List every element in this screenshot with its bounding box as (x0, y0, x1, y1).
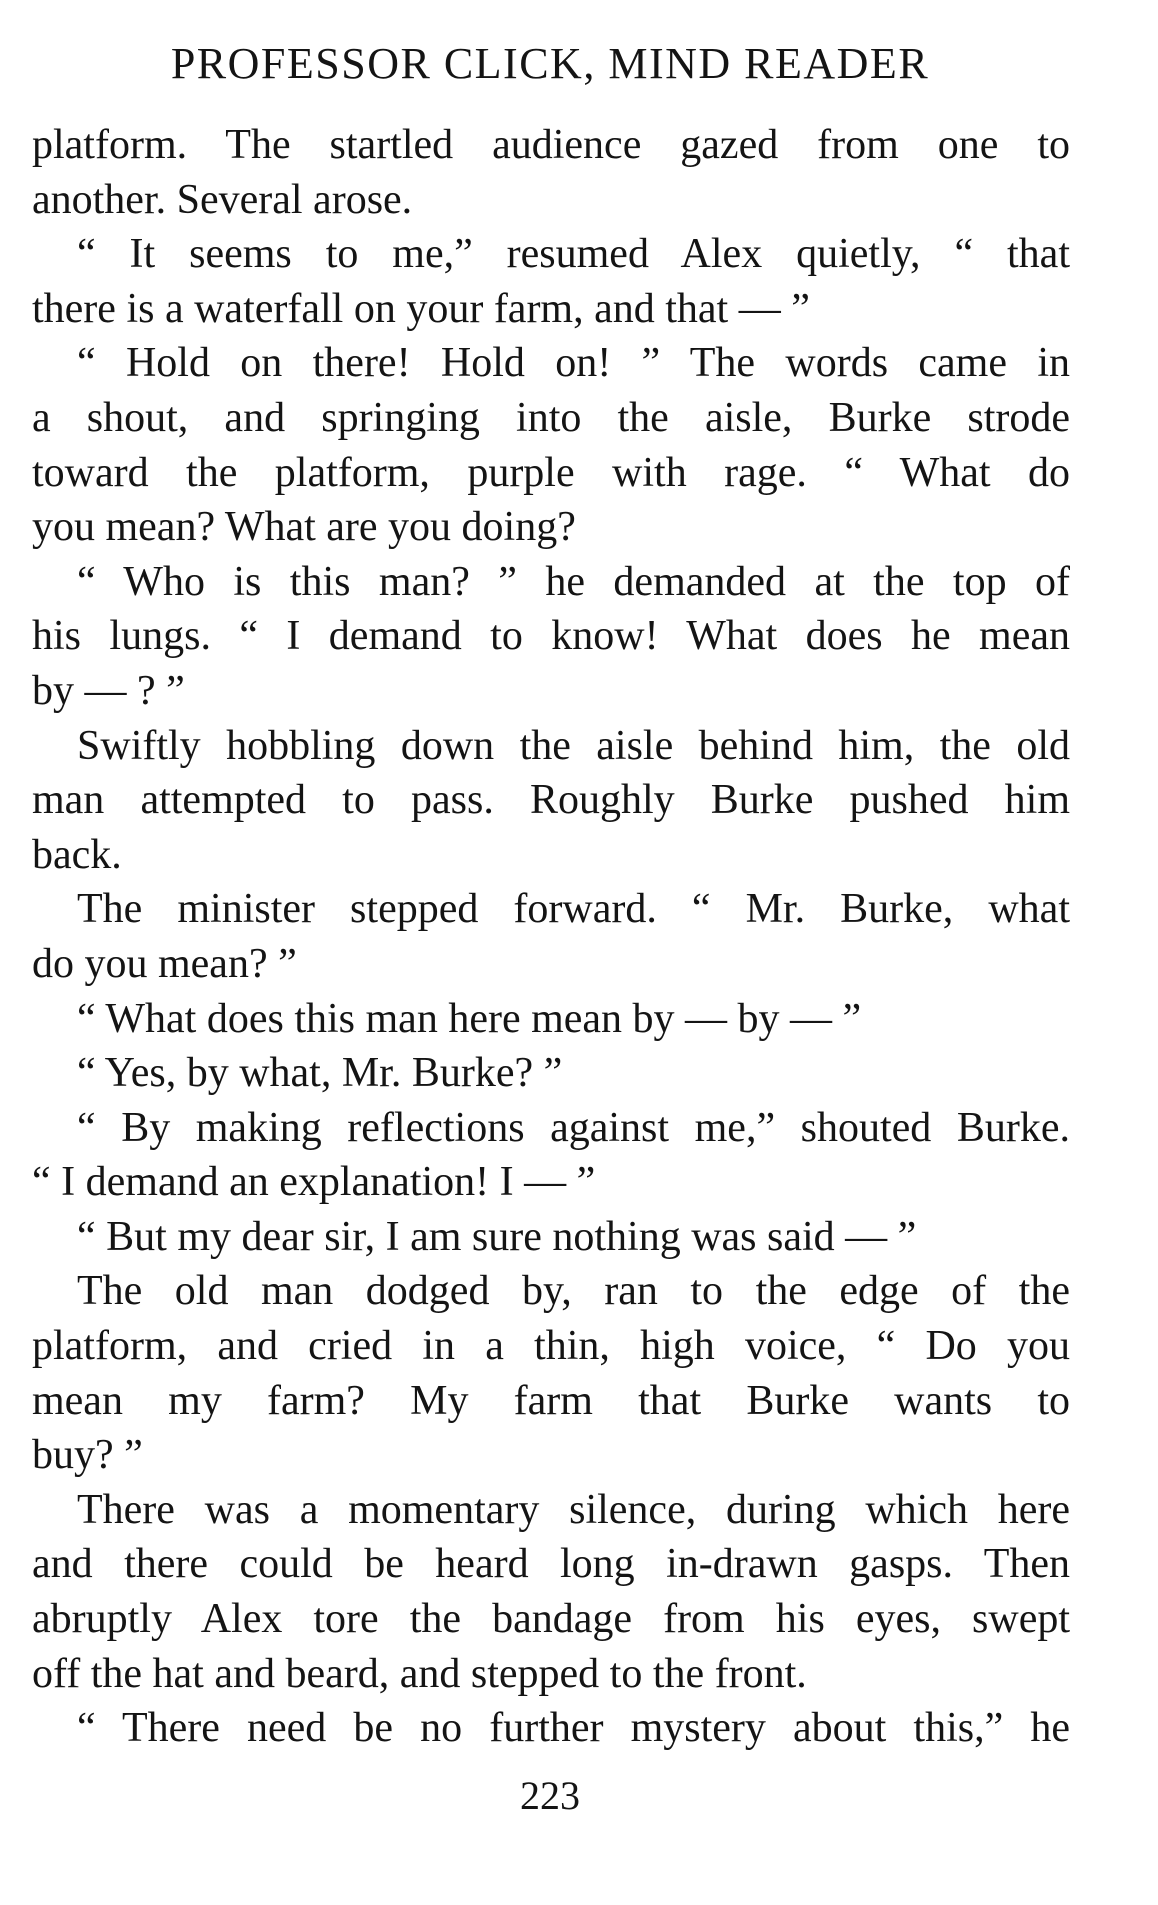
text-line: do you mean? ” (32, 940, 297, 987)
text-line: back. (32, 831, 122, 878)
text-line: The old man dodged by, ran to the edge of the (77, 1268, 1070, 1315)
text-line: abruptly Alex tore the bandage from his eyes, swept (32, 1596, 1070, 1643)
text-line: mean my farm? My farm that Burke wants to (32, 1377, 1070, 1424)
text-line: and there could be heard long in-drawn gasps. Then (32, 1541, 1070, 1588)
text-line: “ There need be no further mystery about this,” he (77, 1705, 1070, 1752)
text-line: “ By making reflections against me,” shouted Burke. (77, 1104, 1070, 1151)
text-line: by — ? ” (32, 667, 185, 714)
text-line: “ Who is this man? ” he demanded at the top of (77, 558, 1070, 605)
text-line: “ Yes, by what, Mr. Burke? ” (77, 1050, 563, 1097)
text-line: The minister stepped forward. “ Mr. Burke, what (77, 886, 1070, 933)
running-head: PROFESSOR CLICK, MIND READER (170, 39, 930, 88)
text-line: man attempted to pass. Roughly Burke pushed him (32, 777, 1070, 824)
text-line: you mean? What are you doing? (32, 504, 576, 551)
text-line: “ What does this man here mean by — by — ” (77, 995, 862, 1042)
text-line: Swiftly hobbling down the aisle behind him, the old (77, 722, 1070, 769)
text-line: off the hat and beard, and stepped to the front. (32, 1650, 807, 1697)
text-line: platform. The startled audience gazed from one to (32, 122, 1070, 168)
text-line: his lungs. “ I demand to know! What does he mean (32, 613, 1070, 660)
text-line: platform, and cried in a thin, high voice, “ Do you (32, 1323, 1070, 1370)
text-line: there is a waterfall on your farm, and that — ” (32, 285, 810, 332)
text-line: buy? ” (32, 1432, 143, 1479)
page-number: 223 (520, 1773, 580, 1818)
text-line: There was a momentary silence, during which here (77, 1486, 1070, 1533)
text-line: “ Hold on there! Hold on! ” The words came in (77, 340, 1070, 387)
text-line: “ But my dear sir, I am sure nothing was said — ” (77, 1213, 917, 1260)
body-text (32, 118, 1070, 1756)
text-line: “ It seems to me,” resumed Alex quietly, “ that (77, 231, 1070, 278)
text-line: a shout, and springing into the aisle, Burke strode (32, 394, 1070, 441)
text-line: “ I demand an explanation! I — ” (32, 1159, 596, 1206)
text-line: another. Several arose. (32, 176, 413, 223)
text-line: toward the platform, purple with rage. “ What do (32, 449, 1070, 496)
